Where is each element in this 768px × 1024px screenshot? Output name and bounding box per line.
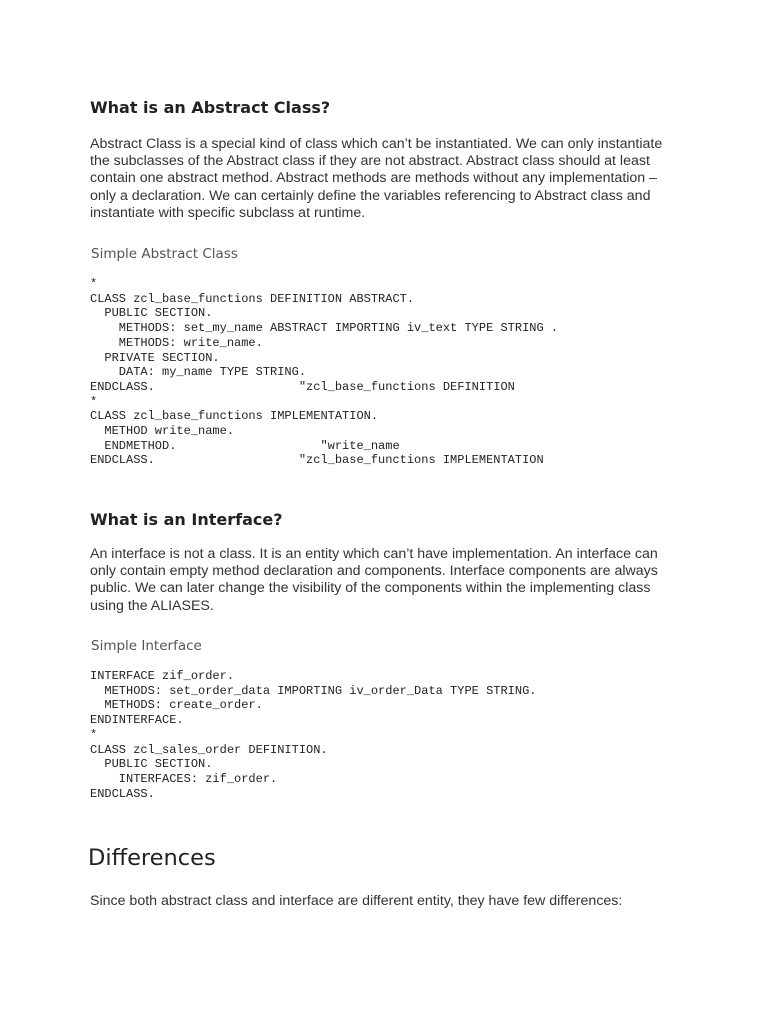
abstract-class-code-block: * CLASS zcl_base_functions DEFINITION ABSTRACT. PUBLIC SECTION. METHODS: set_my_name ABSTRACT IMPORTING iv_text TYPE STRING . METHODS: write_name. PRIVATE SECTION. DATA: my_name TYPE STRING. ENDCLASS. "zcl_base_functions DEFINITION * CLASS zcl_base_functions IMPLEMENTATION. METHOD write_name. ENDMETHOD. "write_name ENDCLASS. "zcl_base_functions IMPLEMENTATION (90, 277, 559, 468)
paragraph-line: public. We can later change the visibility of the components within the implementing class (90, 580, 651, 597)
paragraph-line: the subclasses of the Abstract class if they are not abstract. Abstract class should at least (90, 153, 650, 170)
paragraph-line: instantiate with specific subclass at runtime. (90, 204, 366, 221)
paragraph-line: only contain empty method declaration and components. Interface components are always (90, 563, 658, 580)
paragraph-line: An interface is not a class. It is an entity which can’t have implementation. An interface can (90, 546, 658, 562)
interface-example-title: Simple Interface (91, 638, 202, 654)
interface-heading: What is an Interface? (90, 510, 283, 529)
abstract-class-paragraph (90, 136, 680, 222)
interface-paragraph (90, 546, 680, 615)
paragraph-line: only a declaration. We can certainly define the variables referencing to Abstract class and (90, 187, 651, 204)
paragraph-line: Abstract Class is a special kind of class which can’t be instantiated. We can only instantiate (90, 136, 663, 152)
abstract-class-heading: What is an Abstract Class? (90, 98, 331, 117)
paragraph-line: contain one abstract method. Abstract methods are methods without any implementation – (90, 170, 658, 187)
paragraph-line: using the ALIASES. (90, 597, 214, 614)
interface-code-block: INTERFACE zif_order. METHODS: set_order_data IMPORTING iv_order_Data TYPE STRING. METHODS: create_order. ENDINTERFACE. * CLASS zcl_sales_order DEFINITION. PUBLIC SECTION. INTERFACES: zif_order. ENDCLASS. (90, 669, 537, 801)
differences-heading: Differences (88, 845, 216, 871)
differences-paragraph: Since both abstract class and interface are different entity, they have few differences: (90, 893, 623, 909)
abstract-class-example-title: Simple Abstract Class (91, 246, 238, 262)
